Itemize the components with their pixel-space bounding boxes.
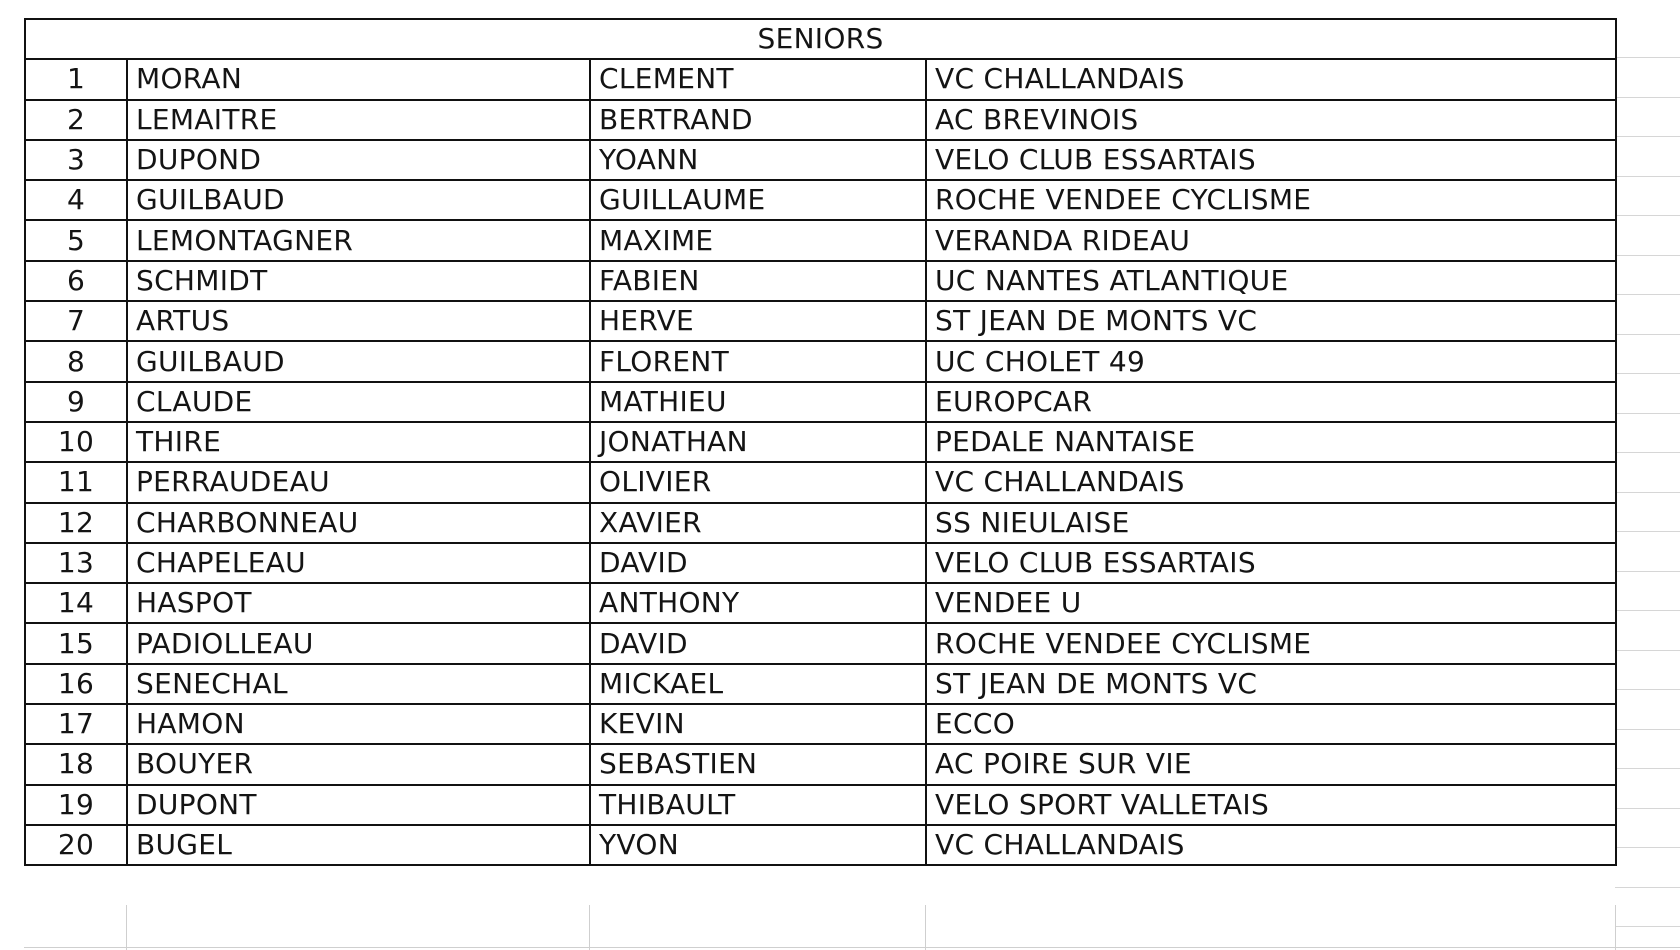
last-name-cell[interactable]: HASPOT: [127, 583, 590, 623]
last-name-cell[interactable]: CHAPELEAU: [127, 543, 590, 583]
first-name-cell[interactable]: ANTHONY: [590, 583, 926, 623]
rank-cell[interactable]: 8: [25, 341, 127, 381]
gridline: [1615, 334, 1680, 335]
club-cell[interactable]: VELO CLUB ESSARTAIS: [926, 543, 1616, 583]
last-name-cell[interactable]: CHARBONNEAU: [127, 503, 590, 543]
rank-cell[interactable]: 6: [25, 261, 127, 301]
club-cell[interactable]: AC BREVINOIS: [926, 100, 1616, 140]
rank-cell[interactable]: 18: [25, 744, 127, 784]
first-name-cell[interactable]: FLORENT: [590, 341, 926, 381]
last-name-cell[interactable]: SCHMIDT: [127, 261, 590, 301]
club-cell[interactable]: VC CHALLANDAIS: [926, 59, 1616, 99]
rank-cell[interactable]: 1: [25, 59, 127, 99]
club-cell[interactable]: VENDEE U: [926, 583, 1616, 623]
first-name-cell[interactable]: XAVIER: [590, 503, 926, 543]
title-row: [25, 19, 1616, 59]
last-name-cell[interactable]: DUPOND: [127, 140, 590, 180]
gridline: [126, 905, 127, 950]
gridline: [1615, 97, 1680, 98]
results-table: [24, 18, 1617, 866]
table-row: [25, 140, 1616, 180]
gridline: [1615, 531, 1680, 532]
gridline: [1615, 176, 1680, 177]
rank-cell[interactable]: 16: [25, 664, 127, 704]
first-name-cell[interactable]: MICKAEL: [590, 664, 926, 704]
last-name-cell[interactable]: PADIOLLEAU: [127, 623, 590, 663]
club-cell[interactable]: UC CHOLET 49: [926, 341, 1616, 381]
last-name-cell[interactable]: CLAUDE: [127, 382, 590, 422]
table-row: [25, 220, 1616, 260]
first-name-cell[interactable]: SEBASTIEN: [590, 744, 926, 784]
table-title: SENIORS: [25, 19, 1616, 59]
club-cell[interactable]: SS NIEULAISE: [926, 503, 1616, 543]
table-row: [25, 543, 1616, 583]
gridline: [1615, 650, 1680, 651]
rank-cell[interactable]: 9: [25, 382, 127, 422]
club-cell[interactable]: VC CHALLANDAIS: [926, 462, 1616, 502]
table-row: [25, 100, 1616, 140]
rank-cell[interactable]: 12: [25, 503, 127, 543]
first-name-cell[interactable]: DAVID: [590, 623, 926, 663]
gridline: [1615, 926, 1680, 927]
table-row: [25, 59, 1616, 99]
first-name-cell[interactable]: MAXIME: [590, 220, 926, 260]
club-cell[interactable]: VC CHALLANDAIS: [926, 825, 1616, 865]
gridline: [1615, 294, 1680, 295]
gridline: [1615, 847, 1680, 848]
first-name-cell[interactable]: KEVIN: [590, 704, 926, 744]
gridline: [1615, 571, 1680, 572]
club-cell[interactable]: EUROPCAR: [926, 382, 1616, 422]
gridline: [1615, 373, 1680, 374]
club-cell[interactable]: ECCO: [926, 704, 1616, 744]
gridline: [1615, 492, 1680, 493]
gridline: [1615, 905, 1616, 950]
first-name-cell[interactable]: MATHIEU: [590, 382, 926, 422]
gridline: [1615, 610, 1680, 611]
gridline: [24, 947, 1680, 948]
first-name-cell[interactable]: THIBAULT: [590, 785, 926, 825]
first-name-cell[interactable]: OLIVIER: [590, 462, 926, 502]
table-row: [25, 664, 1616, 704]
rank-cell[interactable]: 20: [25, 825, 127, 865]
table-row: [25, 744, 1616, 784]
last-name-cell[interactable]: LEMAITRE: [127, 100, 590, 140]
gridline: [1615, 255, 1680, 256]
rank-cell[interactable]: 5: [25, 220, 127, 260]
last-name-cell[interactable]: PERRAUDEAU: [127, 462, 590, 502]
first-name-cell[interactable]: CLEMENT: [590, 59, 926, 99]
gridline: [1615, 413, 1680, 414]
gridline: [925, 905, 926, 950]
first-name-cell[interactable]: GUILLAUME: [590, 180, 926, 220]
table-row: [25, 341, 1616, 381]
club-cell[interactable]: ST JEAN DE MONTS VC: [926, 301, 1616, 341]
club-cell[interactable]: ST JEAN DE MONTS VC: [926, 664, 1616, 704]
table-row: [25, 503, 1616, 543]
club-cell[interactable]: ROCHE VENDEE CYCLISME: [926, 623, 1616, 663]
last-name-cell[interactable]: BUGEL: [127, 825, 590, 865]
gridline: [1615, 57, 1680, 58]
gridline: [1615, 768, 1680, 769]
club-cell[interactable]: VERANDA RIDEAU: [926, 220, 1616, 260]
gridline: [1615, 887, 1680, 888]
rank-cell[interactable]: 11: [25, 462, 127, 502]
last-name-cell[interactable]: MORAN: [127, 59, 590, 99]
table-row: [25, 785, 1616, 825]
gridline: [1615, 136, 1680, 137]
last-name-cell[interactable]: GUILBAUD: [127, 341, 590, 381]
last-name-cell[interactable]: SENECHAL: [127, 664, 590, 704]
first-name-cell[interactable]: YOANN: [590, 140, 926, 180]
table-row: [25, 422, 1616, 462]
rank-cell[interactable]: 3: [25, 140, 127, 180]
table-row: [25, 825, 1616, 865]
gridline: [1615, 729, 1680, 730]
last-name-cell[interactable]: THIRE: [127, 422, 590, 462]
first-name-cell[interactable]: HERVE: [590, 301, 926, 341]
first-name-cell[interactable]: YVON: [590, 825, 926, 865]
rank-cell[interactable]: 14: [25, 583, 127, 623]
gridline: [1615, 689, 1680, 690]
last-name-cell[interactable]: GUILBAUD: [127, 180, 590, 220]
table-row: [25, 261, 1616, 301]
gridline: [1615, 215, 1680, 216]
club-cell[interactable]: AC POIRE SUR VIE: [926, 744, 1616, 784]
club-cell[interactable]: PEDALE NANTAISE: [926, 422, 1616, 462]
last-name-cell[interactable]: BOUYER: [127, 744, 590, 784]
first-name-cell[interactable]: FABIEN: [590, 261, 926, 301]
first-name-cell[interactable]: JONATHAN: [590, 422, 926, 462]
table-row: [25, 462, 1616, 502]
table-row: [25, 583, 1616, 623]
rank-cell[interactable]: 17: [25, 704, 127, 744]
club-cell[interactable]: UC NANTES ATLANTIQUE: [926, 261, 1616, 301]
rank-cell[interactable]: 19: [25, 785, 127, 825]
table-row: [25, 704, 1616, 744]
gridline: [1615, 808, 1680, 809]
last-name-cell[interactable]: LEMONTAGNER: [127, 220, 590, 260]
first-name-cell[interactable]: BERTRAND: [590, 100, 926, 140]
table-row: [25, 382, 1616, 422]
rank-cell[interactable]: 10: [25, 422, 127, 462]
club-cell[interactable]: ROCHE VENDEE CYCLISME: [926, 180, 1616, 220]
club-cell[interactable]: VELO CLUB ESSARTAIS: [926, 140, 1616, 180]
club-cell[interactable]: VELO SPORT VALLETAIS: [926, 785, 1616, 825]
first-name-cell[interactable]: DAVID: [590, 543, 926, 583]
rank-cell[interactable]: 15: [25, 623, 127, 663]
rank-cell[interactable]: 13: [25, 543, 127, 583]
last-name-cell[interactable]: ARTUS: [127, 301, 590, 341]
table-row: [25, 180, 1616, 220]
rank-cell[interactable]: 2: [25, 100, 127, 140]
table-row: [25, 623, 1616, 663]
rank-cell[interactable]: 7: [25, 301, 127, 341]
last-name-cell[interactable]: DUPONT: [127, 785, 590, 825]
last-name-cell[interactable]: HAMON: [127, 704, 590, 744]
gridline: [1615, 452, 1680, 453]
gridline: [589, 905, 590, 950]
table-row: [25, 301, 1616, 341]
rank-cell[interactable]: 4: [25, 180, 127, 220]
